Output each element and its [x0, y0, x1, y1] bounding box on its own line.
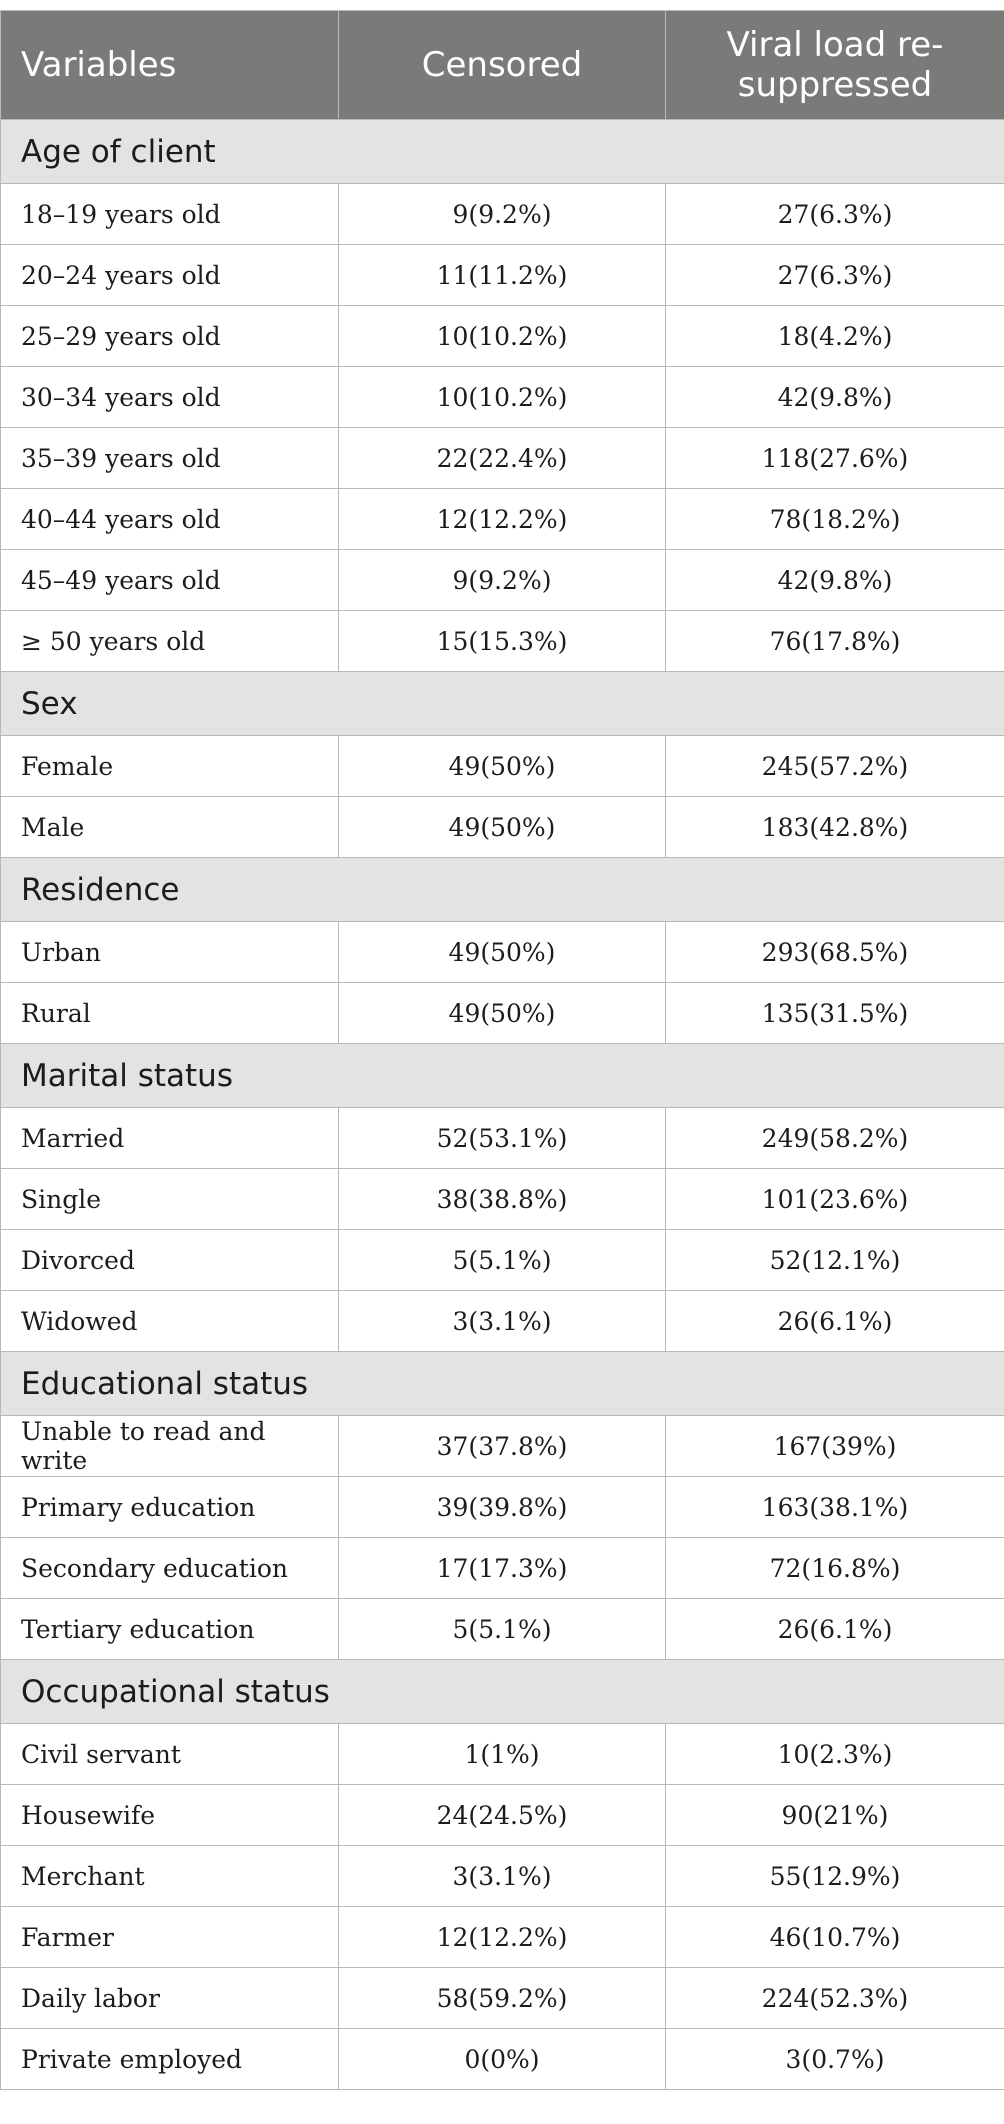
section-row — [1, 120, 1004, 184]
table-row — [1, 1108, 1004, 1169]
table-row — [1, 2029, 1004, 2090]
row-label: Farmer — [1, 1907, 339, 1968]
row-label: ≥ 50 years old — [1, 611, 339, 672]
censored-value: 49(50%) — [339, 797, 666, 858]
row-label: 18–19 years old — [1, 184, 339, 245]
row-label: Daily labor — [1, 1968, 339, 2029]
resuppressed-value: 27(6.3%) — [666, 245, 1004, 306]
resuppressed-value: 163(38.1%) — [666, 1477, 1004, 1538]
table-row — [1, 1785, 1004, 1846]
table-row — [1, 1416, 1004, 1477]
data-table — [0, 10, 1004, 2090]
row-label: Married — [1, 1108, 339, 1169]
censored-value: 9(9.2%) — [339, 184, 666, 245]
resuppressed-value: 18(4.2%) — [666, 306, 1004, 367]
table-row — [1, 550, 1004, 611]
row-label: Primary education — [1, 1477, 339, 1538]
row-label: 30–34 years old — [1, 367, 339, 428]
censored-value: 38(38.8%) — [339, 1169, 666, 1230]
header-viral-load-resuppressed: Viral load re-suppressed — [666, 11, 1004, 120]
table-row — [1, 1291, 1004, 1352]
row-label: Divorced — [1, 1230, 339, 1291]
table-row — [1, 922, 1004, 983]
header-variables: Variables — [1, 11, 339, 120]
table-row — [1, 797, 1004, 858]
resuppressed-value: 26(6.1%) — [666, 1291, 1004, 1352]
table-header — [1, 11, 1004, 120]
censored-value: 10(10.2%) — [339, 367, 666, 428]
table-row — [1, 1968, 1004, 2029]
resuppressed-value: 224(52.3%) — [666, 1968, 1004, 2029]
resuppressed-value: 183(42.8%) — [666, 797, 1004, 858]
row-label: Unable to read and write — [1, 1416, 339, 1477]
table-row — [1, 983, 1004, 1044]
censored-value: 12(12.2%) — [339, 1907, 666, 1968]
censored-value: 5(5.1%) — [339, 1230, 666, 1291]
censored-value: 12(12.2%) — [339, 489, 666, 550]
row-label: Merchant — [1, 1846, 339, 1907]
row-label: Male — [1, 797, 339, 858]
header-censored: Censored — [339, 11, 666, 120]
table-row — [1, 489, 1004, 550]
section-row — [1, 1660, 1004, 1724]
resuppressed-value: 10(2.3%) — [666, 1724, 1004, 1785]
table-row — [1, 611, 1004, 672]
resuppressed-value: 249(58.2%) — [666, 1108, 1004, 1169]
row-label: 25–29 years old — [1, 306, 339, 367]
censored-value: 58(59.2%) — [339, 1968, 666, 2029]
row-label: Urban — [1, 922, 339, 983]
section-title: Marital status — [1, 1044, 1004, 1108]
header-row — [1, 11, 1004, 120]
resuppressed-value: 3(0.7%) — [666, 2029, 1004, 2090]
resuppressed-value: 46(10.7%) — [666, 1907, 1004, 1968]
row-label: Widowed — [1, 1291, 339, 1352]
section-title: Residence — [1, 858, 1004, 922]
table-body — [1, 120, 1004, 2090]
censored-value: 49(50%) — [339, 983, 666, 1044]
table-row — [1, 1907, 1004, 1968]
row-label: Single — [1, 1169, 339, 1230]
row-label: Civil servant — [1, 1724, 339, 1785]
resuppressed-value: 42(9.8%) — [666, 367, 1004, 428]
resuppressed-value: 42(9.8%) — [666, 550, 1004, 611]
table-row — [1, 1724, 1004, 1785]
censored-value: 37(37.8%) — [339, 1416, 666, 1477]
table-row — [1, 1477, 1004, 1538]
censored-value: 49(50%) — [339, 736, 666, 797]
censored-value: 22(22.4%) — [339, 428, 666, 489]
row-label: 45–49 years old — [1, 550, 339, 611]
row-label: Housewife — [1, 1785, 339, 1846]
censored-value: 10(10.2%) — [339, 306, 666, 367]
resuppressed-value: 101(23.6%) — [666, 1169, 1004, 1230]
section-title: Age of client — [1, 120, 1004, 184]
table-row — [1, 245, 1004, 306]
censored-value: 9(9.2%) — [339, 550, 666, 611]
section-title: Sex — [1, 672, 1004, 736]
resuppressed-value: 293(68.5%) — [666, 922, 1004, 983]
resuppressed-value: 135(31.5%) — [666, 983, 1004, 1044]
section-row — [1, 858, 1004, 922]
censored-value: 17(17.3%) — [339, 1538, 666, 1599]
row-label: 35–39 years old — [1, 428, 339, 489]
resuppressed-value: 167(39%) — [666, 1416, 1004, 1477]
row-label: Tertiary education — [1, 1599, 339, 1660]
resuppressed-value: 52(12.1%) — [666, 1230, 1004, 1291]
resuppressed-value: 118(27.6%) — [666, 428, 1004, 489]
resuppressed-value: 27(6.3%) — [666, 184, 1004, 245]
table-row — [1, 184, 1004, 245]
censored-value: 24(24.5%) — [339, 1785, 666, 1846]
table-row — [1, 736, 1004, 797]
resuppressed-value: 245(57.2%) — [666, 736, 1004, 797]
section-title: Occupational status — [1, 1660, 1004, 1724]
row-label: Secondary education — [1, 1538, 339, 1599]
resuppressed-value: 26(6.1%) — [666, 1599, 1004, 1660]
resuppressed-value: 90(21%) — [666, 1785, 1004, 1846]
censored-value: 52(53.1%) — [339, 1108, 666, 1169]
table-row — [1, 1538, 1004, 1599]
row-label: Rural — [1, 983, 339, 1044]
table-row — [1, 1599, 1004, 1660]
section-row — [1, 1352, 1004, 1416]
censored-value: 11(11.2%) — [339, 245, 666, 306]
row-label: Female — [1, 736, 339, 797]
resuppressed-value: 76(17.8%) — [666, 611, 1004, 672]
table-row — [1, 1846, 1004, 1907]
table-row — [1, 1230, 1004, 1291]
table-row — [1, 428, 1004, 489]
censored-value: 39(39.8%) — [339, 1477, 666, 1538]
censored-value: 49(50%) — [339, 922, 666, 983]
table-row — [1, 306, 1004, 367]
row-label: 40–44 years old — [1, 489, 339, 550]
section-row — [1, 1044, 1004, 1108]
censored-value: 1(1%) — [339, 1724, 666, 1785]
section-title: Educational status — [1, 1352, 1004, 1416]
table-row — [1, 367, 1004, 428]
resuppressed-value: 78(18.2%) — [666, 489, 1004, 550]
resuppressed-value: 72(16.8%) — [666, 1538, 1004, 1599]
censored-value: 3(3.1%) — [339, 1846, 666, 1907]
row-label: Private employed — [1, 2029, 339, 2090]
censored-value: 15(15.3%) — [339, 611, 666, 672]
section-row — [1, 672, 1004, 736]
censored-value: 0(0%) — [339, 2029, 666, 2090]
censored-value: 3(3.1%) — [339, 1291, 666, 1352]
row-label: 20–24 years old — [1, 245, 339, 306]
table-row — [1, 1169, 1004, 1230]
censored-value: 5(5.1%) — [339, 1599, 666, 1660]
resuppressed-value: 55(12.9%) — [666, 1846, 1004, 1907]
